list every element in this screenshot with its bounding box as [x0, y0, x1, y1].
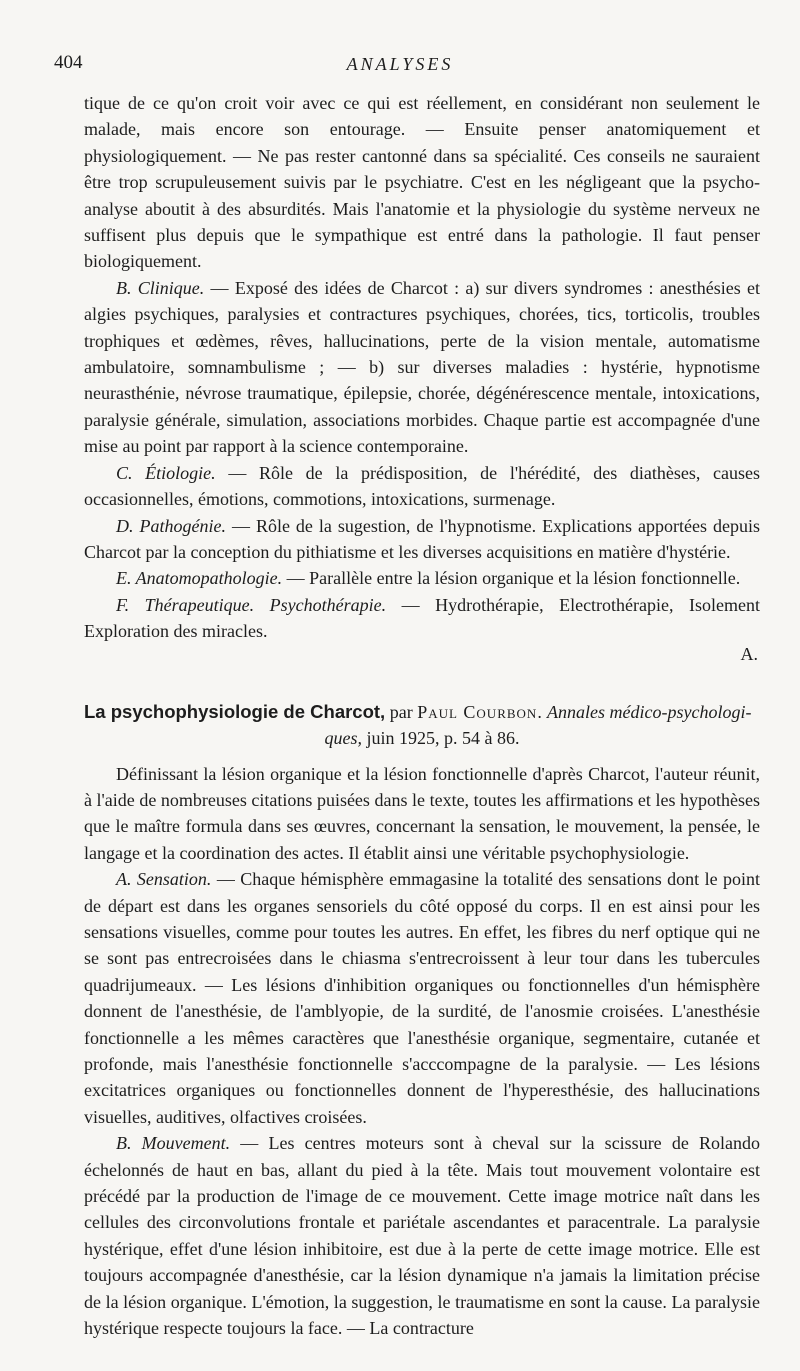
text-body [84, 90, 760, 1341]
paragraph: F. Thérapeutique. Psychothérapie. — Hydrothérapie, Electrothérapie, Isolement Exploration des miracles. [84, 594, 760, 642]
paragraph: C. Étiologie. — Rôle de la prédisposition, de l'hérédité, des diathèses, causes occasionnelles, émotions, commotions, intoxications, surmenage. [84, 462, 760, 510]
journal-name: Annales médico-psychologi- [542, 701, 752, 722]
article-title: La psychophysiologie de Charcot, [84, 700, 386, 722]
signature: A. [740, 643, 758, 664]
article-author: Paul Courbon. [417, 701, 543, 722]
paragraph: tique de ce qu'on croit voir avec ce qui est réellement, en considérant non seulement le malade, mais encore son entourage. — Ensuite penser anatomiquement et physiologiquement. — Ne pas rester cantonné dans sa spécialité. Ces conseils ne sauraient être trop scrupuleusement suivis par le psychiatre. C'est en les négligeant que la psycho-analyse aboutit à des absurdités. Mais l'anatomie et la physiologie du système nerveux ne suffisent plus depuis que le sympathique est entré dans la pathologie. Il faut penser biologiquement. [84, 93, 760, 272]
paragraph: B. Clinique. — Exposé des idées de Charcot : a) sur divers syndromes : anesthésies et algies psychiques, paralysies et contractures psychiques, chorées, tics, torticolis, troubles trophiques et œdèmes, rêves, hallucinations, perte de la vision mentale, automatisme ambulatoire, somnambulisme ; — b) sur diverses maladies : hystérie, hypnotisme neurasthénie, névrose traumatique, épilepsie, chorée, dégénérescence mentale, intoxications, paralysie générale, simulation, associations morbides. Chaque partie est accompagnée d'une mise au point par rapport à la science contemporaine. [84, 277, 760, 457]
page-number: 404 [54, 52, 83, 73]
article-details: juin 1925, p. 54 à 86. [362, 727, 520, 748]
paragraph: D. Pathogénie. — Rôle de la sugestion, de l'hypnotisme. Explications apportées depuis Charcot par la conception du pithiatisme et les diverses acquisitions en matière d'hystérie. [84, 515, 760, 562]
paragraph: A. Sensation. — Chaque hémisphère emmagasine la totalité des sensations dont le point de départ est dans les organes sensoriels du côté opposé du corps. Il en est ainsi pour les sensations visuelles, comme pour toutes les autres. En effet, les fibres du nerf optique qui ne se sont pas entrecroisées dans le chiasma s'entrecroissent à leur tour dans les tubercules quadrijumeaux. — Les lésions d'inhibition organiques ou fonctionnelles d'un hémisphère donnent de l'anesthésie, de l'amblyopie, de la surdité, de l'anosmie croisées. L'anesthésie fonctionnelle a les mêmes caractères que l'anesthésie organique, segmentaire, cutanée et profonde, mais l'anesthésie fonctionnelle s'acccompagne de la paralysie. — Les lésions excitatrices organiques ou fonctionnelles donnent de l'hyperesthésie, des hallucinations visuelles, auditives, olfactives croisées. [84, 869, 760, 1127]
paragraph: Définissant la lésion organique et la lésion fonctionnelle d'après Charcot, l'auteur réunit, à l'aide de nombreuses citations puisées dans le texte, toutes les affirmations et les hypothèses que le maître formula dans ses œuvres, concernant la sensation, le mouvement, la pensée, le langage et la coordination des actes. Il établit ainsi une véritable psychophysiologie. [84, 763, 760, 863]
running-title: ANALYSES [346, 54, 454, 74]
paragraph: E. Anatomopathologie. — Parallèle entre la lésion organique et la lésion fonctionnelle. [116, 568, 741, 589]
article-heading: La psychophysiologie de Charcot, par Paul Courbon. Annales médico-psychologi- ques, juin 1925, p. 54 à 86. [84, 700, 752, 748]
paragraph: B. Mouvement. — Les centres moteurs sont à cheval sur la scissure de Rolando échelonnés de haut en bas, allant du pied à la tête. Mais tout mouvement volontaire est précédé par la production de l'image de ce mouvement. Cette image motrice naît dans les cellules des circonvolutions frontale et pariétale ascendantes et paracentrale. La paralysie hystérique, effet d'une lésion inhibitoire, est due à la perte de cette image motrice. Elle est toujours accompagnée d'anesthésie, car la lésion dynamique n'a jamais la limitation précise de la lésion organique. L'émotion, la suggestion, le traumatisme en sont la cause. La paralysie hystérique respecte toujours la face. — La contracture [84, 1133, 760, 1339]
